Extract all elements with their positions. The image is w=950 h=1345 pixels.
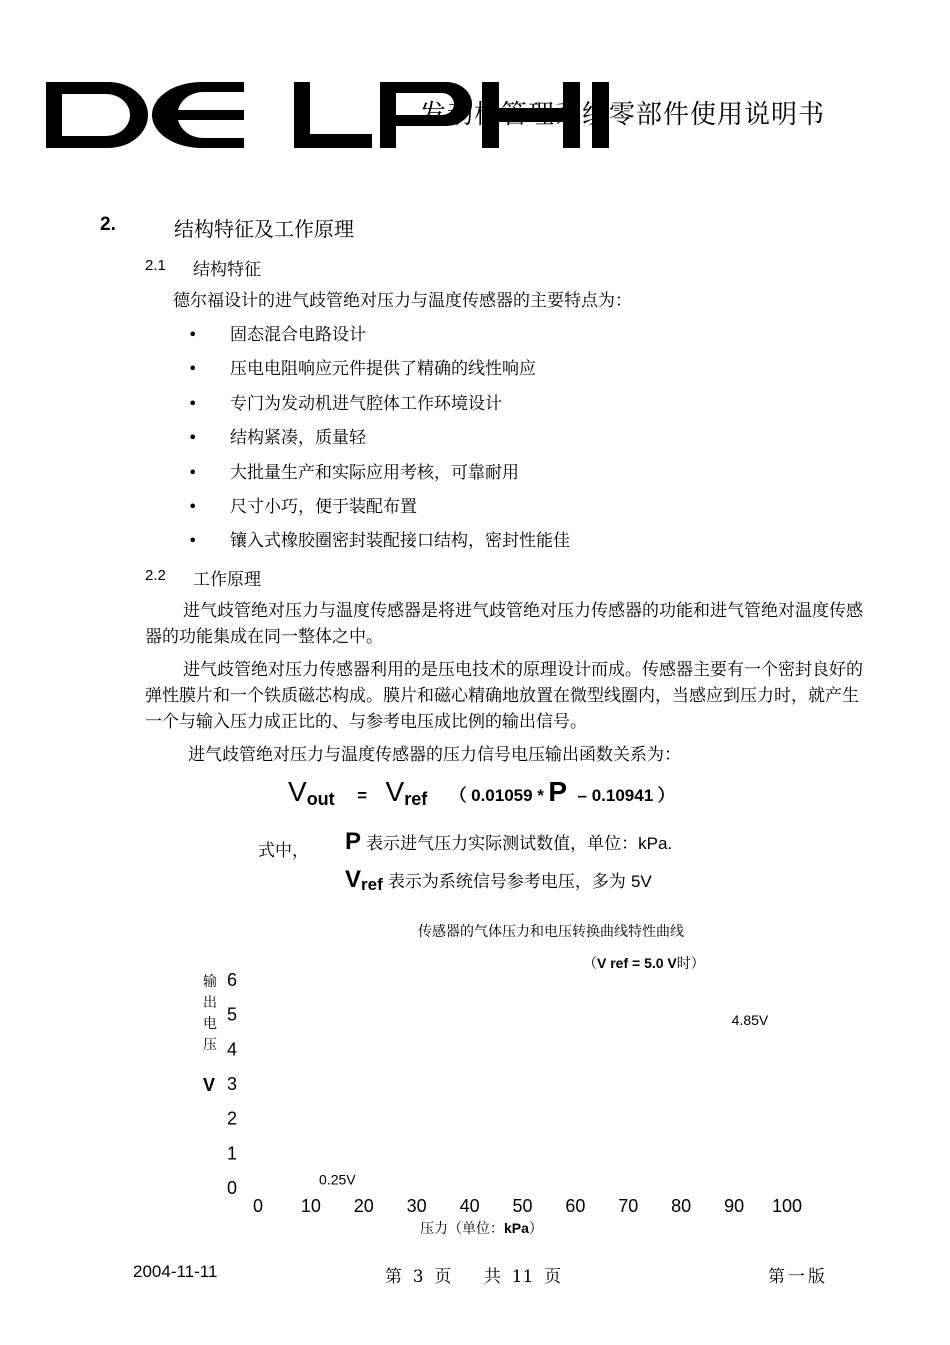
chart-y-label: 输 出 电 压 [203,974,217,1053]
chart-x-label: 压力（单位：kPa） [420,1220,543,1237]
x-tick-label: 70 [618,1196,639,1216]
list-item: • 压电电阻响应元件提供了精确的线性响应 [188,356,788,390]
subsection-number-2-2: 2.2 [145,567,166,584]
list-item: • 固态混合电路设计 [188,322,788,356]
bullet-icon: • [188,325,198,344]
x-tick-label: 90 [724,1196,745,1216]
feature-list [188,322,788,563]
x-tick-label: 30 [406,1196,427,1216]
bullet-icon: • [188,531,198,551]
paragraph-function-intro: 进气歧管绝对压力与温度传感器的压力信号电压输出函数关系为： [188,745,681,765]
where-label: 式中， [258,841,309,861]
footer-edition: 第一版 [768,1267,828,1287]
y-tick-label: 0 [226,1178,238,1198]
paragraph-integration: 进气歧管绝对压力与温度传感器是将进气歧管绝对压力传感器的功能和进气管绝对温度传感器的功能集成在同一整体之中。 [145,601,863,647]
y-tick-label: 5 [226,1004,238,1025]
x-tick-label: 20 [353,1196,374,1216]
y-tick-label: 4 [226,1039,238,1060]
chart-subtitle: （V ref = 5.0 V时） [583,955,705,972]
list-item: • 大批量生产和实际应用考核，可靠耐用 [188,460,788,494]
chart-y-unit: V [203,1075,216,1095]
x-tick-label: 60 [565,1196,586,1216]
x-tick-label: 10 [300,1196,321,1216]
y-tick-label: 2 [226,1108,238,1129]
y-tick-label: 6 [226,970,238,990]
section-title: 结构特征及工作原理 [174,219,354,241]
bullet-icon: • [188,462,198,482]
list-item: • 镶入式橡胶圈密封装配接口结构，密封性能佳 [188,528,788,562]
x-tick-label: 40 [459,1196,480,1216]
x-tick-label: 50 [512,1196,533,1216]
bullet-icon: • [188,428,198,448]
document-title: 发动机管理系统零部件使用说明书 [420,100,826,130]
pressure-voltage-chart [180,960,830,1225]
features-intro: 德尔福设计的进气歧管绝对压力与温度传感器的主要特点为： [173,291,632,311]
subsection-title-2-1: 结构特征 [193,260,261,279]
section-number: 2. [100,214,116,235]
list-item: • 专门为发动机进气腔体工作环境设计 [188,391,788,425]
list-item: • 尺寸小巧，便于装配布置 [188,494,788,528]
footer-page-number: 第 3 页 共 11 页 [385,1267,562,1287]
subsection-title-2-2: 工作原理 [193,570,261,589]
subsection-number-2-1: 2.1 [145,257,166,274]
x-tick-label: 0 [252,1196,264,1216]
paragraph-principle: 进气歧管绝对压力传感器利用的是压电技术的原理设计而成。传感器主要有一个密封良好的弹性膜片和一个铁质磁芯构成。膜片和磁心精确地放置在微型线圈内，当感应到压力时，就产生一个与输入压力成正比的、与参考电压成比例的输出信号。 [145,660,863,732]
y-tick-label: 1 [226,1143,238,1164]
bullet-icon: • [188,393,198,413]
y-tick-label: 3 [226,1074,238,1094]
definition-reference-voltage: Vref 表示为系统信号参考电压，多为 5V [345,866,652,894]
footer-date: 2004-11-11 [133,1262,218,1281]
chart-title: 传感器的气体压力和电压转换曲线特性曲线 [418,924,684,940]
x-tick-label: 80 [671,1196,692,1216]
output-voltage-formula: Vout = Vref （ 0.01059 * P – 0.10941 ） [288,776,675,809]
data-label: 4.85V [731,1011,769,1028]
bullet-icon: • [188,359,198,379]
definition-pressure: P 表示进气压力实际测试数值，单位：kPa. [345,828,673,855]
list-item: • 结构紧凑，质量轻 [188,425,788,459]
x-tick-label: 100 [771,1196,803,1216]
bullet-icon: • [188,496,198,516]
data-label: 0.25V [319,1171,356,1188]
